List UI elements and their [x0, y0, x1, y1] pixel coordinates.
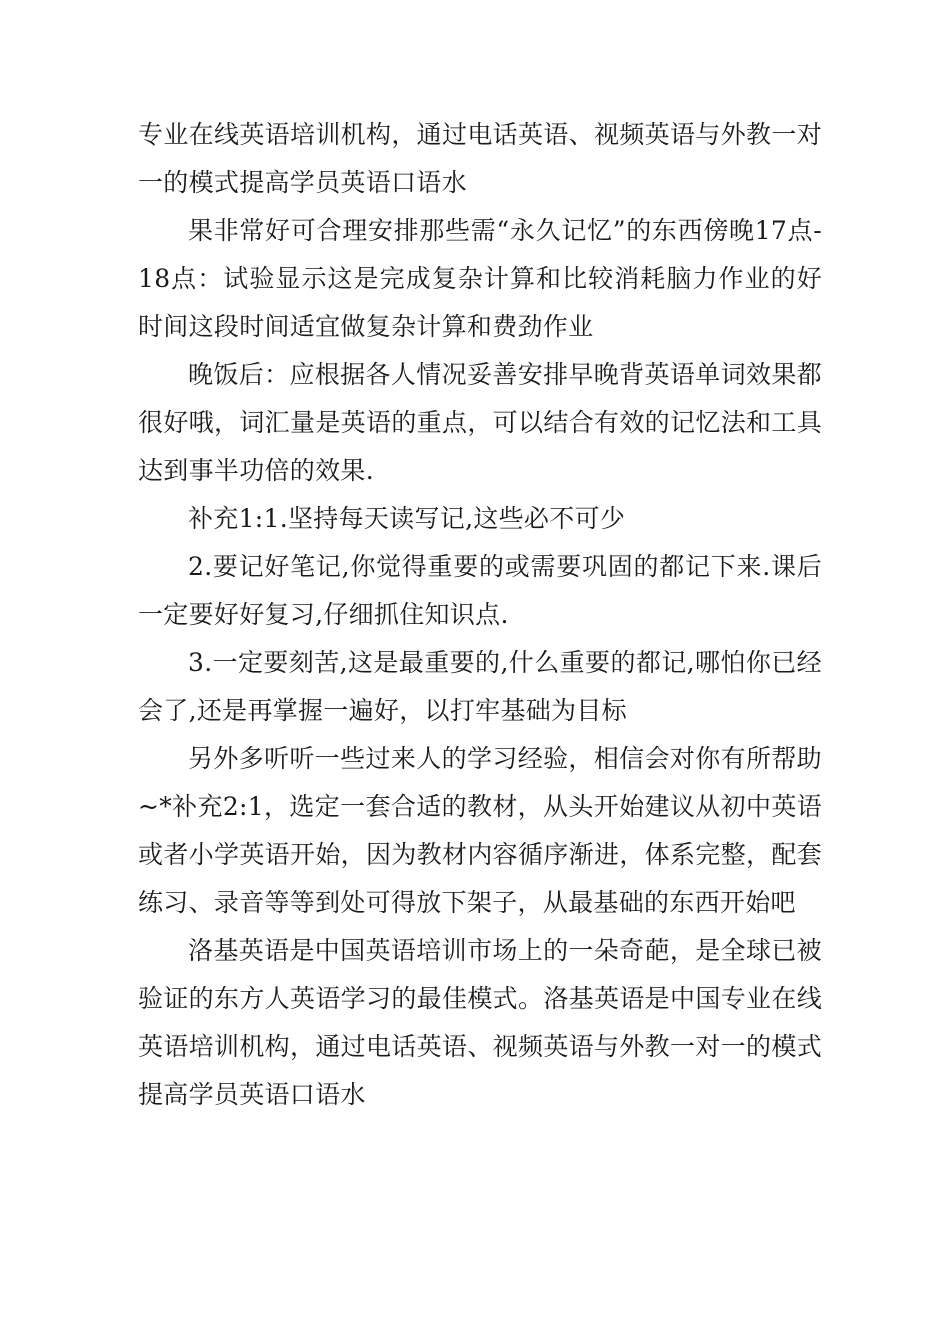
paragraph-7: 另外多听听一些过来人的学习经验，相信会对你有所帮助~*补充2:1，选定一套合适的教材，从头开始建议从初中英语或者小学英语开始，因为教材内容循序渐进，体系完整，配套练习、录音等等到处可得放下架子，从最基础的东西开始吧: [138, 744, 822, 917]
paragraph-4: 补充1:1.坚持每天读写记,这些必不可少: [188, 504, 626, 533]
paragraph-8: 洛基英语是中国英语培训市场上的一朵奇葩，是全球已被验证的东方人英语学习的最佳模式。洛基英语是中国专业在线英语培训机构，通过电话英语、视频英语与外教一对一的模式提高学员英语口语水: [138, 936, 822, 1109]
paragraph-3: 晚饭后：应根据各人情况妥善安排早晚背英语单词效果都很好哦，词汇量是英语的重点，可以结合有效的记忆法和工具达到事半功倍的效果.: [138, 360, 822, 485]
paragraph-2: 果非常好可合理安排那些需“永久记忆”的东西傍晚17点-18点：试验显示这是完成复杂计算和比较消耗脑力作业的好时间这段时间适宜做复杂计算和费劲作业: [138, 216, 822, 341]
paragraph-6: 3.一定要刻苦,这是最重要的,什么重要的都记,哪怕你已经会了,还是再掌握一遍好，以打牢基础为目标: [138, 648, 822, 725]
paragraph-5: 2.要记好笔记,你觉得重要的或需要巩固的都记下来.课后一定要好好复习,仔细抓住知识点.: [138, 552, 822, 629]
paragraph-1: 专业在线英语培训机构，通过电话英语、视频英语与外教一对一的模式提高学员英语口语水: [138, 120, 822, 197]
document-body: [138, 111, 822, 1119]
